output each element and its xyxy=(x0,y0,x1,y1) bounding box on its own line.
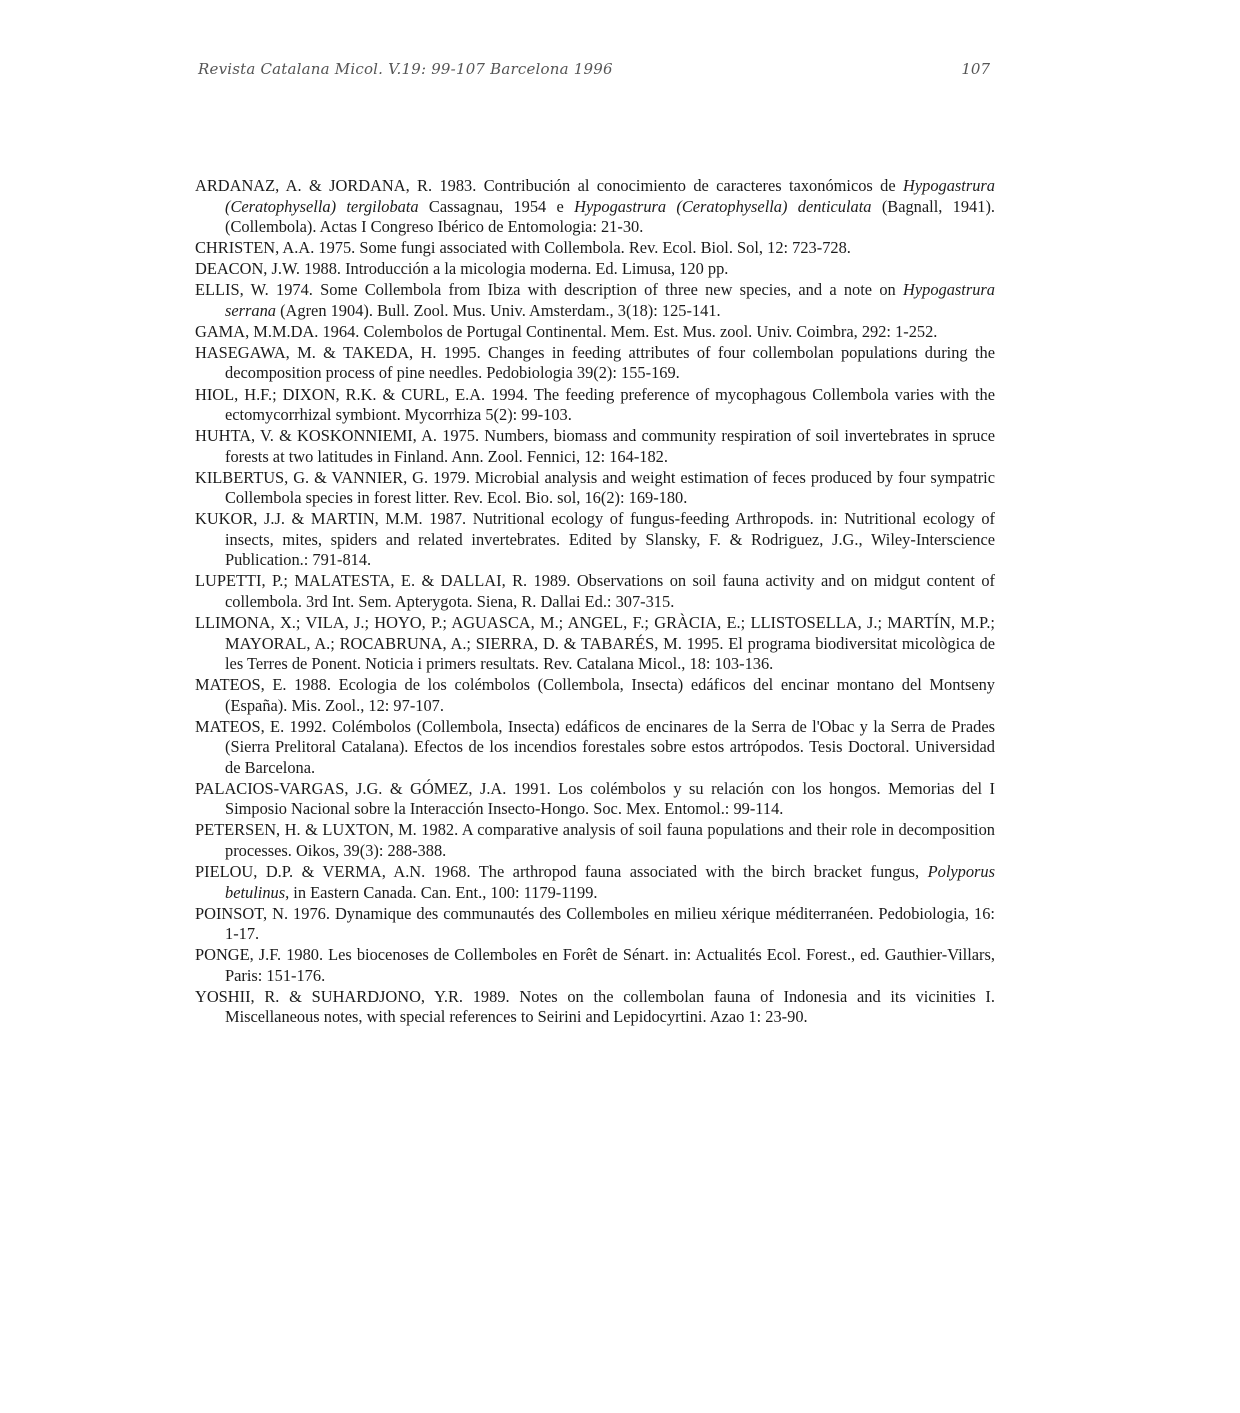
reference-text: LLIMONA, X.; VILA, J.; HOYO, P.; AGUASCA, M.; ANGEL, F.; GRÀCIA, E.; LLISTOSELLA, J.; MARTÍN, M.P.; MAYORAL, A.; ROCABRUNA, A.; SIERRA, D. & TABARÉS, M. 1995. El programa biodiversitat micològica de les Terres de Ponent. Noticia i primers resultats. Rev. Catalana Micol., 18: 103-136. xyxy=(195,613,995,674)
reference-entry xyxy=(195,904,995,945)
reference-entry xyxy=(195,862,995,903)
reference-entry xyxy=(195,945,995,986)
reference-italic-text: Hypogastrura serrana xyxy=(225,280,995,320)
reference-entry xyxy=(195,238,995,259)
running-head: Revista Catalana Micol. V.19: 99-107 Barcelona 1996 xyxy=(198,60,613,78)
reference-text: GAMA, M.M.DA. 1964. Colembolos de Portugal Continental. Mem. Est. Mus. zool. Univ. Coimbra, 292: 1-252. xyxy=(195,321,938,341)
reference-entry xyxy=(195,280,995,321)
reference-text: MATEOS, E. 1992. Colémbolos (Collembola, Insecta) edáficos de encinares de la Serra de l'Obac y la Serra de Prades (Sierra Prelitoral Catalana). Efectos de los incendios forestales sobre estos artrópodos. Tesis Doctoral. Universidad de Barcelona. xyxy=(195,716,995,777)
reference-text: PIELOU, D.P. & VERMA, A.N. 1968. The arthropod fauna associated with the birch bracket fungus, xyxy=(195,862,928,881)
reference-text: PETERSEN, H. & LUXTON, M. 1982. A comparative analysis of soil fauna populations and their role in decomposition processes. Oikos, 39(3): 288-388. xyxy=(195,820,995,860)
page-number: 107 xyxy=(961,60,990,78)
reference-entry xyxy=(195,385,995,426)
reference-entry xyxy=(195,820,995,861)
reference-italic-text: Hypogastrura (Ceratophysella) denticulata xyxy=(574,196,872,216)
reference-text: (Bagnall, 1941). (Collembola). Actas I Congreso Ibérico de Entomologia: 21-30. xyxy=(225,196,996,236)
reference-entry xyxy=(195,571,995,612)
reference-entry xyxy=(195,176,995,238)
reference-text: DEACON, J.W. 1988. Introducción a la micologia moderna. Ed. Limusa, 120 pp. xyxy=(195,259,729,279)
reference-text: (Agren 1904). Bull. Zool. Mus. Univ. Amsterdam., 3(18): 125-141. xyxy=(276,300,721,320)
reference-entry xyxy=(195,987,995,1028)
reference-text: POINSOT, N. 1976. Dynamique des communautés des Collemboles en milieu xérique méditerranéen. Pedobiologia, 16: 1-17. xyxy=(195,903,995,944)
reference-text: MATEOS, E. 1988. Ecologia de los colémbolos (Collembola, Insecta) edáficos del encinar montano del Montseny (España). Mis. Zool., 12: 97-107. xyxy=(195,675,995,715)
reference-text: PONGE, J.F. 1980. Les biocenoses de Collemboles en Forêt de Sénart. in: Actualités Ecol. Forest., ed. Gauthier-Villars, Paris: 151-176. xyxy=(195,945,995,985)
reference-text: HIOL, H.F.; DIXON, R.K. & CURL, E.A. 1994. The feeding preference of mycophagous Collembola varies with the ectomycorrhizal symbiont. Mycorrhiza 5(2): 99-103. xyxy=(195,384,995,425)
reference-list xyxy=(195,176,995,1028)
reference-entry xyxy=(195,322,995,343)
reference-entry xyxy=(195,509,995,571)
reference-text: KILBERTUS, G. & VANNIER, G. 1979. Microbial analysis and weight estimation of feces produced by four sympatric Collembola species in forest litter. Rev. Ecol. Bio. sol, 16(2): 169-180. xyxy=(195,467,995,508)
reference-text: ARDANAZ, A. & JORDANA, R. 1983. Contribución al conocimiento de caracteres taxonómicos de xyxy=(195,176,904,195)
reference-entry xyxy=(195,259,995,280)
reference-entry xyxy=(195,426,995,467)
reference-entry xyxy=(195,613,995,675)
reference-text: ELLIS, W. 1974. Some Collembola from Ibiza with description of three new species, and a note on xyxy=(195,280,904,300)
reference-text: HASEGAWA, M. & TAKEDA, H. 1995. Changes in feeding attributes of four collembolan populations during the decomposition process of pine needles. Pedobiologia 39(2): 155-169. xyxy=(195,342,995,383)
reference-text: CHRISTEN, A.A. 1975. Some fungi associated with Collembola. Rev. Ecol. Biol. Sol, 12: 723-728. xyxy=(195,238,851,258)
reference-text: HUHTA, V. & KOSKONNIEMI, A. 1975. Numbers, biomass and community respiration of soil invertebrates in spruce forests at two latitudes in Finland. Ann. Zool. Fennici, 12: 164-182. xyxy=(195,426,995,466)
reference-italic-text: Hypogastrura (Ceratophysella) tergilobata xyxy=(225,176,995,216)
reference-entry xyxy=(195,779,995,820)
reference-text: Cassagnau, 1954 e xyxy=(418,196,575,216)
reference-entry xyxy=(195,343,995,384)
reference-text: YOSHII, R. & SUHARDJONO, Y.R. 1989. Notes on the collembolan fauna of Indonesia and its vicinities I. Miscellaneous notes, with special references to Seirini and Lepidocyrtini. Azao 1: 23-90. xyxy=(195,986,995,1027)
reference-entry xyxy=(195,675,995,716)
reference-entry xyxy=(195,717,995,779)
reference-text: LUPETTI, P.; MALATESTA, E. & DALLAI, R. 1989. Observations on soil fauna activity and on midgut content of collembola. 3rd Int. Sem. Apterygota. Siena, R. Dallai Ed.: 307-315. xyxy=(195,571,995,611)
reference-entry xyxy=(195,468,995,509)
reference-italic-text: Polyporus betulinus xyxy=(225,862,995,902)
reference-text: PALACIOS-VARGAS, J.G. & GÓMEZ, J.A. 1991. Los colémbolos y su relación con los hongos. Memorias del I Simposio Nacional sobre la Interacción Insecto-Hongo. Soc. Mex. Entomol.: 99-114. xyxy=(195,778,995,819)
reference-text: , in Eastern Canada. Can. Ent., 100: 1179-1199. xyxy=(285,882,598,902)
reference-text: KUKOR, J.J. & MARTIN, M.M. 1987. Nutritional ecology of fungus-feeding Arthropods. in: Nutritional ecology of insects, mites, spiders and related invertebrates. Edited by Slansky, F. & Rodriguez, J.G., Wiley-Interscience Publication.: 791-814. xyxy=(195,509,995,570)
